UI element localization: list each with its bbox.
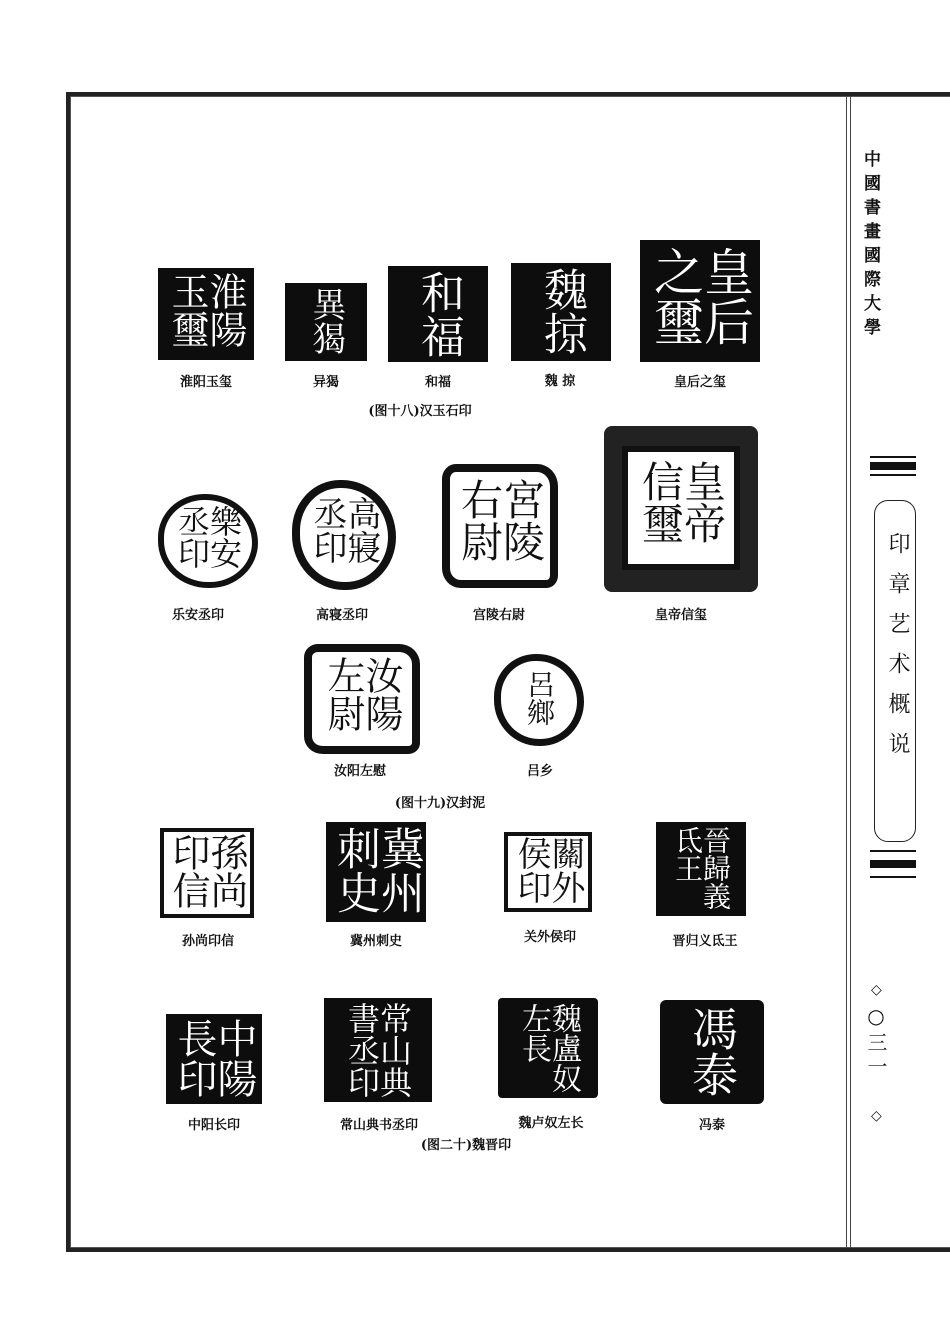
seal-caption: 孙尚印信	[181, 934, 234, 949]
seal-caption: 冀州刺史	[349, 934, 402, 949]
seal-image: 高寢丞印	[292, 480, 396, 590]
figure-caption: (图十九)汉封泥	[394, 796, 486, 811]
seal-image: 常山典書丞印	[324, 998, 432, 1102]
seal-caption: 和福	[424, 375, 451, 390]
ornament-line	[870, 474, 916, 476]
seal-image: 皇后之璽	[640, 240, 760, 362]
ornament-band	[870, 462, 916, 470]
seal-image: 汝陽左尉	[304, 644, 420, 754]
seal-caption: 淮阳玉玺	[179, 375, 232, 390]
seal-image: 魏盧奴左長	[498, 998, 598, 1098]
seal-caption: 魏 掠	[544, 374, 576, 389]
ornament-line	[870, 456, 916, 458]
seal-caption: 常山典书丞印	[339, 1118, 418, 1133]
ornament-band	[870, 860, 916, 868]
seal-image: 冀州刺史	[326, 822, 426, 922]
seal-image: 孫尚印信	[160, 828, 254, 918]
seal-caption: 汝阳左慰	[333, 764, 386, 779]
seal-caption: 中阳长印	[187, 1118, 240, 1133]
seal-caption: 皇帝信玺	[654, 608, 707, 623]
university-name: 中國書畫國際大學	[860, 150, 880, 342]
ornament-line	[870, 876, 916, 878]
figure-caption: (图十八)汉玉石印	[368, 404, 472, 419]
ornament-line	[870, 850, 916, 852]
seal-image: 晉歸義氐王	[656, 822, 746, 916]
seal-image: 淮陽玉璽	[158, 268, 254, 360]
diamond-ornament-icon: ◇	[871, 982, 882, 998]
seal-caption: 皇后之玺	[673, 375, 726, 390]
seal-image: 宮陵右尉	[442, 464, 558, 588]
seal-caption: 魏卢奴左长	[518, 1116, 584, 1131]
seal-image: 關外侯印	[504, 832, 592, 912]
seal-image: 皇帝信璽	[622, 446, 740, 570]
sidebar-divider-inner	[850, 96, 851, 1248]
seal-caption: 吕乡	[526, 764, 553, 779]
seal-image: 馮泰	[660, 1000, 764, 1104]
page-number: ○三一	[864, 1004, 888, 1080]
seal-caption: 高寝丞印	[315, 608, 368, 623]
seal-caption: 宫陵右尉	[472, 608, 525, 623]
seal-image: 呂鄉	[494, 654, 584, 746]
diamond-ornament-icon: ◇	[871, 1108, 882, 1124]
seal-image: 中陽長印	[166, 1014, 262, 1104]
book-title: 印章艺术概说	[885, 532, 910, 772]
sidebar-divider	[846, 96, 847, 1248]
seal-image: 魏掠	[511, 263, 611, 361]
seal-caption: 乐安丞印	[171, 608, 224, 623]
seal-image: 和福	[388, 266, 488, 362]
seal-caption: 冯泰	[698, 1118, 725, 1133]
seal-caption: 异猲	[312, 375, 339, 390]
seal-image: 異猲	[285, 283, 367, 361]
seal-caption: 关外侯印	[523, 930, 576, 945]
seal-caption: 晋归义氐王	[672, 934, 738, 949]
seal-image: 樂安丞印	[158, 494, 258, 588]
figure-caption: (图二十)魏晋印	[420, 1138, 512, 1153]
